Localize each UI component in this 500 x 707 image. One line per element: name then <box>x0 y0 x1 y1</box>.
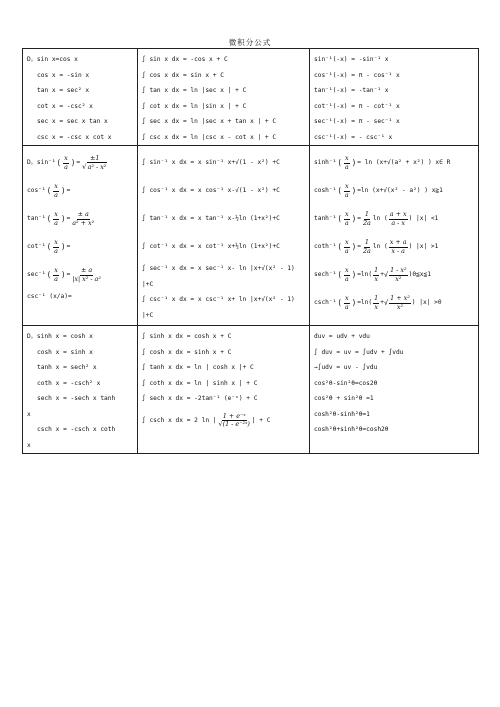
fraction: $\frac{\text{1 + e⁻ˣ}}{\text{√(1 - e⁻²ˣ)}}$ <box>218 411 250 428</box>
formula-line: →∫udv = uv - ∫vdu <box>314 364 378 372</box>
formula-line: tanh⁻¹ ( $\frac{x}{a}$ ) = $\frac{1}{2a}$ ln ( $\frac{a + x}{a - x}$ ) |x| <1 <box>314 210 439 227</box>
formula-line: sech⁻¹ ( $\frac{x}{a}$ ) =ln( $\frac{1}{x}$ + √ $\frac{\text{1 - x²}}{\text{x²}}$ )0≦x≦1 <box>314 266 431 283</box>
formula-line: csc⁻¹ (x/a)= <box>27 293 72 301</box>
formula-line: cosh²θ-sinh²θ=1 <box>314 410 370 418</box>
formula-line: cos²θ-sin²θ=cos2θ <box>314 379 378 387</box>
cell-derivatives-trig <box>23 49 138 146</box>
formula-line: tan⁻¹(-x) = -tan⁻¹ x <box>314 87 389 95</box>
formula-line: cosh⁻¹ ( $\frac{x}{a}$ ) =ln (x+√(x² - a²) ) x≧1 <box>314 182 443 199</box>
formula-line: D。sin x=cos x <box>27 56 78 64</box>
formula-line: D。sinh x = cosh x <box>27 333 93 341</box>
formula-line: cot⁻¹ ( $\frac{x}{a}$ ) = <box>27 238 71 255</box>
cell-integrals-inverse-trig <box>138 146 310 326</box>
formula-table <box>22 48 479 454</box>
formula-line: ∫ cos x dx = sin x + C <box>142 71 224 79</box>
formula-line: sec⁻¹(-x) = π - sec⁻¹ x <box>314 118 400 126</box>
formula-line: ∫ duv = uv = ∫udv + ∫vdu <box>314 348 404 356</box>
formula-line: ∫ tanh x dx = ln | cosh x |+ C <box>142 364 254 372</box>
formula-line: tan⁻¹ ( $\frac{x}{a}$ ) = $\frac{\pm a}{\text{a² + x²}}$ <box>27 210 95 227</box>
formula-line: cos⁻¹ ( $\frac{x}{a}$ ) = <box>27 182 71 199</box>
cell-derivatives-hyperbolic <box>23 326 138 454</box>
formula-line: ∫ cot⁻¹ x dx = x cot⁻¹ x+½ln (1+x²)+C <box>142 243 280 251</box>
formula-line: cot⁻¹(-x) = π - cot⁻¹ x <box>314 102 400 110</box>
cell-identities <box>310 326 479 454</box>
formula-line: cosh x = sinh x <box>37 348 93 356</box>
formula-line: csch⁻¹ ( $\frac{x}{a}$ ) =ln( $\frac{1}{x}$ + √ $\frac{\text{1 + x²}}{\text{x²}}$ ) |x| >0 <box>314 294 442 311</box>
cell-inverse-hyperbolic <box>310 146 479 326</box>
formula-line: coth⁻¹ ( $\frac{x}{a}$ ) = $\frac{1}{2a}$ ln ( $\frac{x + a}{x - a}$ ) |x| >1 <box>314 238 439 255</box>
formula-line: ∫ sec⁻¹ x dx = x sec⁻¹ x- ln |x+√(x² - 1) <box>142 265 295 273</box>
formula-line: sec x = sec x tan x <box>37 118 108 126</box>
formula-line: ∫ sin x dx = -cos x + C <box>142 56 228 64</box>
formula-line: ∫ sin⁻¹ x dx = x sin⁻¹ x+√(1 - x²) +C <box>142 159 280 167</box>
formula-line: ∫ tan x dx = ln |sec x | + C <box>142 87 247 95</box>
formula-line: ∫ sec x dx = ln |sec x + tan x | + C <box>142 118 277 126</box>
page-title: 微积分公式 <box>228 38 272 47</box>
formula-line: csc x = -csc x cot x <box>37 133 112 141</box>
cell-integrals-trig <box>138 49 310 146</box>
fraction: $\frac{\pm 1}{\text{√a² - x²}}$ <box>82 153 107 171</box>
formula-line: tanh x = sech² x <box>37 364 97 372</box>
formula-line: sech x = -sech x tanh <box>37 395 116 403</box>
formula-line: sin⁻¹(-x) = -sin⁻¹ x <box>314 56 389 64</box>
formula-line: cosh²θ+sinh²θ=cosh2θ <box>314 426 389 434</box>
cell-derivatives-inverse-trig <box>23 146 138 326</box>
formula-line: ∫ cos⁻¹ x dx = x cos⁻¹ x-√(1 - x²) +C <box>142 187 280 195</box>
formula-line: sec⁻¹ ( $\frac{x}{a}$ ) = $\frac{\pm a}{\text{|x| x² - a²}}$ <box>27 266 101 283</box>
formula-line: ∫ coth x dx = ln | sinh x | + C <box>142 379 258 387</box>
formula-line: cos²θ + sin²θ =1 <box>314 395 374 403</box>
formula-line: ∫ csch x dx = 2 ln | $\frac{\text{1 + e⁻ˣ}}{\text{√(1 - e⁻²ˣ)}}$ | + C <box>142 411 271 428</box>
formula-line: ∫ tan⁻¹ x dx = x tan⁻¹ x-½ln (1+x²)+C <box>142 215 280 223</box>
fraction: $\frac{x}{a}$ <box>64 154 68 171</box>
formula-line: ∫ sinh x dx = cosh x + C <box>142 333 232 341</box>
formula-line: csch x = -csch x coth <box>37 426 116 434</box>
formula-line: cot x = -csc² x <box>37 102 93 110</box>
cell-inverse-trig-identities <box>310 49 479 146</box>
formula-line: ∫ cosh x dx = sinh x + C <box>142 348 232 356</box>
formula-line: cos x = -sin x <box>37 71 90 79</box>
formula-line: D。sin⁻¹ ( $\frac{x}{a}$ ) = $\frac{\pm 1}{\text{√a² - x²}}$ <box>27 153 107 171</box>
formula-line: x <box>27 410 31 418</box>
formula-line: |+C <box>142 280 154 288</box>
formula-line: sinh⁻¹ ( $\frac{x}{a}$ ) = ln (x+√(a² + x²) ) x∈ R <box>314 154 451 171</box>
formula-line: x <box>27 441 31 449</box>
formula-line: ∫ sech x dx = -2tan⁻¹ (e⁻ˣ) + C <box>142 395 258 403</box>
formula-line: |+C <box>142 311 154 319</box>
formula-line: cos⁻¹(-x) = π - cos⁻¹ x <box>314 71 400 79</box>
formula-line: csc⁻¹(-x) = - csc⁻¹ x <box>314 133 393 141</box>
formula-line: ∫ csc x dx = ln |csc x - cot x | + C <box>142 133 277 141</box>
formula-line: coth x = -csch² x <box>37 379 101 387</box>
formula-line: duv = udv + vdu <box>314 333 370 341</box>
formula-line: tan x = sec² x <box>37 87 90 95</box>
formula-line: ∫ csc⁻¹ x dx = x csc⁻¹ x+ ln |x+√(x² - 1) <box>142 296 295 304</box>
formula-line: ∫ cot x dx = ln |sin x | + C <box>142 102 247 110</box>
cell-integrals-hyperbolic <box>138 326 310 454</box>
